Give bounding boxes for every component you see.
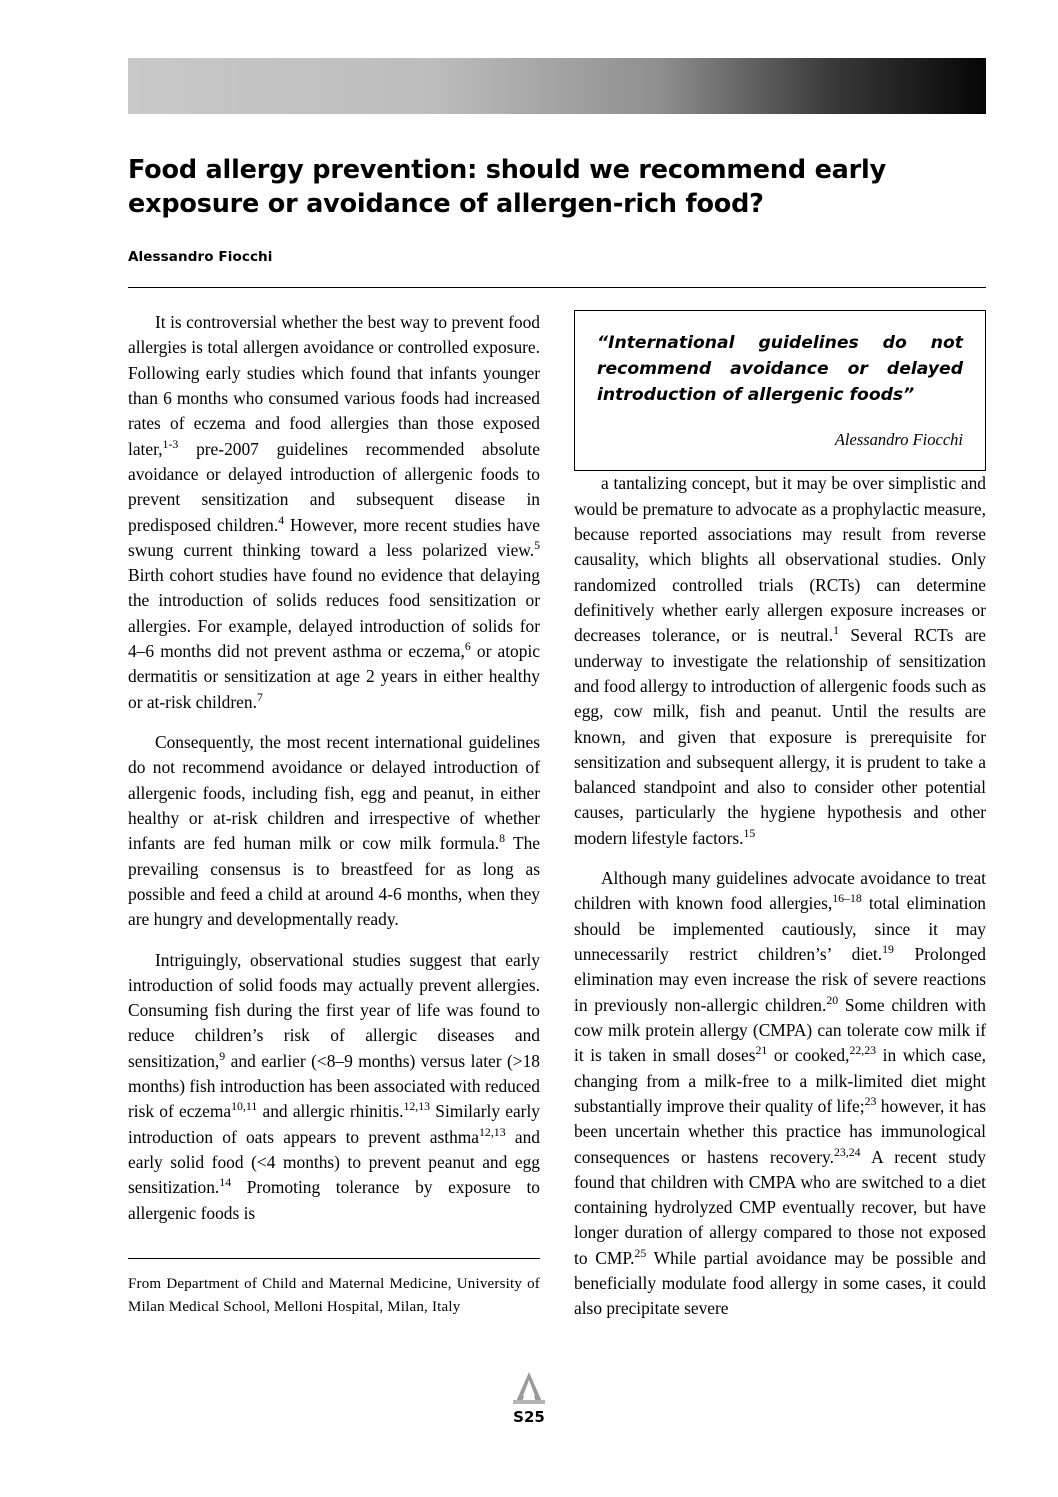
header-gradient-band (128, 58, 986, 114)
author-name: Alessandro Fiocchi (128, 249, 273, 266)
footnote-text: From Department of Child and Maternal Medicine, University of Milan Medical School, Melloni Hospital, Milan, Italy (128, 1276, 540, 1316)
title-line-2: exposure or avoidance of allergen-rich food? (128, 188, 764, 219)
paragraph: It is controversial whether the best way to prevent food allergies is total allergen avoidance or controlled exposure. Following early studies which found that infants younger than 6 months who consumed various foods had increased rates of eczema and food allergies than those exposed later,$^{1-3}$ pre-2007 guidelines recommended absolute avoidance or delayed introduction of allergenic foods to prevent sensitization and subsequent disease in predisposed children.$^4$ However, more recent studies have swung current thinking toward a less polarized view.$^5$ Birth cohort studies have found no evidence that delaying the introduction of solids reduces food sensitization or allergies. For example, delayed introduction of solids for 4–6 months did not prevent asthma or eczema,$^6$ or atopic dermatitis or sensitization at age 2 years in either healthy or at-risk children.$^7$ (128, 312, 540, 712)
page-footer (0, 1370, 1058, 1426)
pull-quote-attribution: Alessandro Fiocchi (834, 430, 963, 450)
pull-quote (574, 310, 986, 471)
article-header (128, 140, 986, 288)
paragraph: Although many guidelines advocate avoidance to treat children with known food allergies,$^{16-18}$ total elimination should be implemented cautiously, since it may unnecessarily restrict children’s’ diet.$^{19}$ Prolonged elimination may even increase the risk of severe reactions in previously non-allergic children.$^{20}$ Some children with cow milk protein allergy (CMPA) can tolerate cow milk if it is taken in small doses$^{21}$ or cooked,$^{22,23}$ in which case, changing from a milk-free to a milk-limited diet might substantially improve their quality of life;$^{23}$ however, it has been uncertain whether this practice has immunological consequences or hastens recovery.$^{23,24}$ A recent study found that children with CMPA who are switched to a diet containing hydrolyzed CMP eventually recover, but have longer duration of allergy compared to those not exposed to CMP.$^{25}$ While partial avoidance may be possible and beneficially modulate food allergy in some cases, it could also precipitate severe (574, 868, 987, 1319)
page-title (128, 154, 986, 221)
paragraph: Intriguingly, observational studies suggest that early introduction of solid foods may actually prevent allergies. Consuming fish during the first year of life was found to reduce children’s risk of allergic diseases and sensitization,$^9$ and earlier (<8–9 months) versus later (>18 months) fish introduction has been associated with reduced risk of eczema$^{10,11}$ and allergic rhinitis.$^{12,13}$ Similarly early introduction of oats appears to prevent asthma$^{12,13}$ and early solid food (<4 months) to prevent peanut and egg sensitization.$^{14}$ Promoting tolerance by exposure to allergenic foods is (128, 949, 540, 1223)
publisher-logo-icon (507, 1370, 551, 1406)
right-column (574, 310, 986, 1322)
paragraph: Consequently, the most recent international guidelines do not recommend avoidance or delayed introduction of allergenic foods, including fish, egg and peanut, in either healthy or at-risk children and irrespective of whether infants are fed human milk or cow milk formula.$^8$ The prevailing consensus is to breastfeed for as long as possible and feed a child at around 4-6 months, when they are hungry and developmentally ready. (128, 732, 540, 930)
header-divider (128, 287, 986, 288)
title-line-1: Food allergy prevention: should we recommend early (128, 155, 887, 185)
affiliation-footnote (128, 1258, 540, 1320)
pull-quote-text: “International guidelines do not recommend avoidance or delayed introduction of allergenic foods” (597, 333, 963, 405)
paragraph: a tantalizing concept, but it may be over simplistic and would be premature to advocate as a prophylactic measure, because reported associations may result from reverse causality, which blights all observational studies. Only randomized controlled trials (RCTs) can determine definitively whether early allergen exposure increases or decreases tolerance, or is neutral.$^1$ Several RCTs are underway to investigate the relationship of sensitization and food allergy to introduction of allergenic foods such as egg, cow milk, fish and peanut. Until the results are known, and given that exposure is prerequisite for sensitization and subsequent allergy, it is prudent to take a balanced standpoint and also to consider other potential causes, particularly the hygiene hypothesis and other modern lifestyle factors.$^{15}$ (574, 473, 987, 848)
left-column (128, 310, 540, 1226)
page-number: S25 (513, 1408, 545, 1426)
footnote-divider (128, 1258, 540, 1259)
